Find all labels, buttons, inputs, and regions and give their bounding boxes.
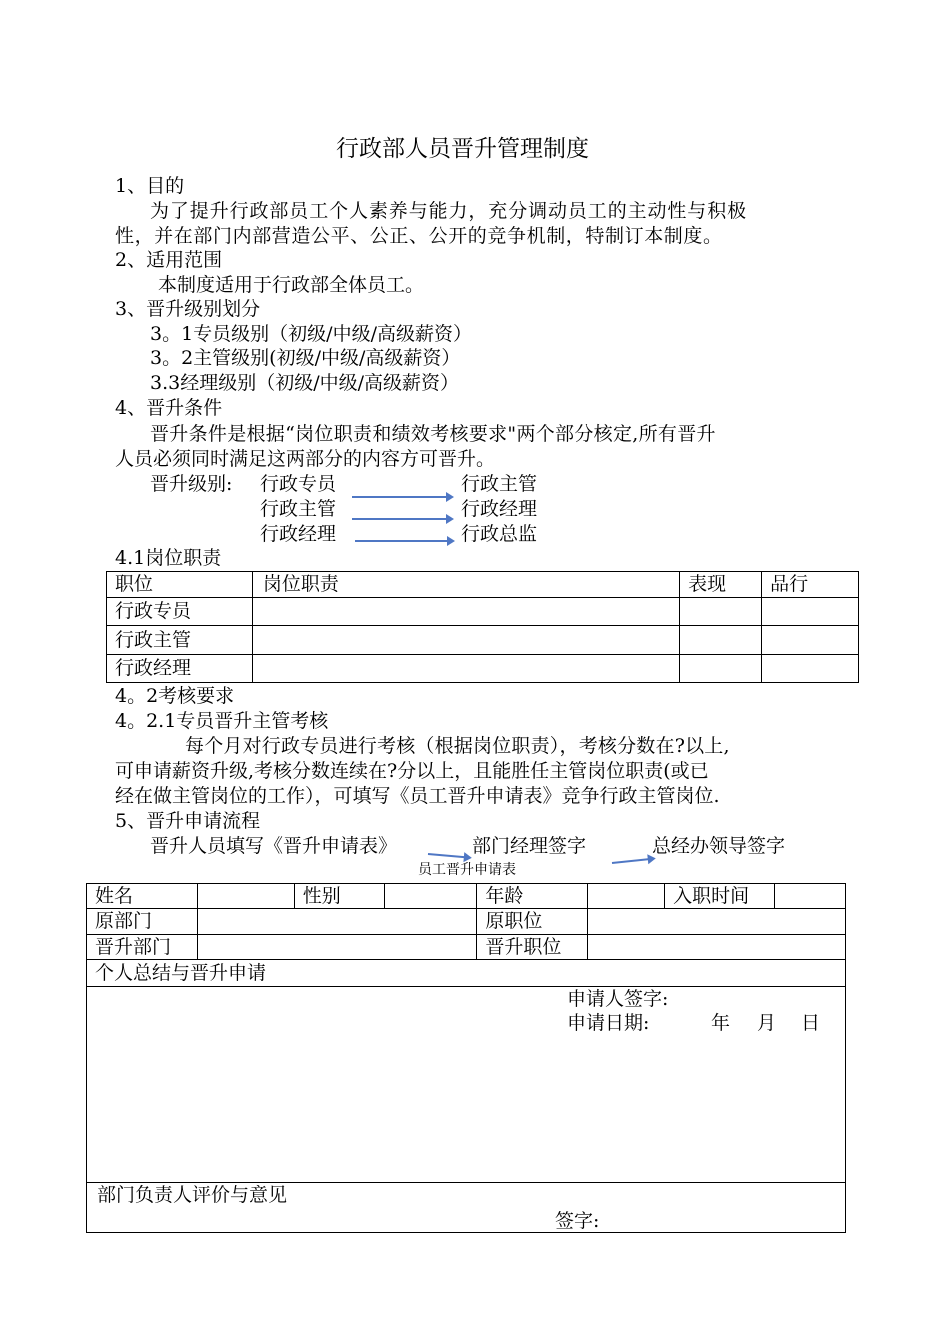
table-row bbox=[87, 1183, 846, 1233]
section-4-paragraph-line-2: 人员必须同时满足这两部分的内容方可晋升。 bbox=[115, 448, 496, 470]
process-step: 晋升人员填写《晋升申请表》 bbox=[150, 835, 398, 857]
section-4-heading: 4、晋升条件 bbox=[115, 397, 223, 419]
name-value-cell[interactable] bbox=[197, 884, 294, 909]
table-header-cell: 职位 bbox=[107, 572, 253, 598]
table-header-row bbox=[107, 572, 859, 598]
duties-heading: 4.1岗位职责 bbox=[115, 547, 222, 569]
level-from: 行政专员 bbox=[260, 473, 337, 495]
summary-label: 个人总结与晋升申请 bbox=[87, 960, 846, 987]
gender-value-cell[interactable] bbox=[384, 884, 477, 909]
table-cell bbox=[252, 626, 679, 655]
table-cell bbox=[680, 626, 762, 655]
promo-pos-label: 晋升职位 bbox=[477, 935, 588, 960]
level-from: 行政主管 bbox=[260, 498, 337, 520]
orig-pos-value-cell[interactable] bbox=[588, 909, 846, 935]
exam-paragraph-line-1: 每个月对行政专员进行考核（根据岗位职责），考核分数在?以上, bbox=[185, 735, 730, 757]
form-caption: 员工晋升申请表 bbox=[418, 862, 516, 878]
promo-pos-value-cell[interactable] bbox=[588, 935, 846, 960]
page-title: 行政部人员晋升管理制度 bbox=[336, 136, 589, 162]
arrow-right-icon bbox=[612, 858, 654, 864]
arrow-right-icon bbox=[428, 853, 470, 859]
duties-table bbox=[106, 571, 859, 683]
age-value-cell[interactable] bbox=[588, 884, 665, 909]
level-to: 行政主管 bbox=[461, 473, 538, 495]
table-cell bbox=[762, 626, 859, 655]
dept-head-area[interactable] bbox=[87, 1183, 846, 1233]
level-to: 行政总监 bbox=[461, 523, 538, 545]
join-date-value-cell[interactable] bbox=[775, 884, 846, 909]
promo-dept-value-cell[interactable] bbox=[197, 935, 476, 960]
level-from: 行政经理 bbox=[260, 523, 337, 545]
table-cell: 行政经理 bbox=[107, 655, 253, 683]
join-date-label: 入职时间 bbox=[665, 884, 775, 909]
month-label: 月 bbox=[757, 1012, 777, 1034]
apply-date-label: 申请日期: bbox=[567, 1012, 650, 1034]
signature-label: 签字: bbox=[555, 1210, 600, 1232]
table-row bbox=[107, 655, 859, 683]
level-to: 行政经理 bbox=[461, 498, 538, 520]
section-5-heading: 5、晋升申请流程 bbox=[115, 810, 261, 832]
table-cell: 行政专员 bbox=[107, 598, 253, 626]
table-row bbox=[107, 626, 859, 655]
promo-dept-label: 晋升部门 bbox=[87, 935, 198, 960]
year-label: 年 bbox=[711, 1012, 731, 1034]
applicant-signature-label: 申请人签字: bbox=[567, 988, 669, 1010]
application-form-table bbox=[86, 883, 846, 1233]
table-row bbox=[107, 598, 859, 626]
name-label: 姓名 bbox=[87, 884, 198, 909]
arrow-right-icon bbox=[352, 518, 452, 520]
orig-dept-value-cell[interactable] bbox=[197, 909, 476, 935]
table-cell bbox=[252, 655, 679, 683]
arrow-right-icon bbox=[352, 496, 452, 498]
dept-head-label: 部门负责人评价与意见 bbox=[97, 1184, 288, 1206]
table-row bbox=[87, 987, 846, 1183]
process-step: 总经办领导签字 bbox=[652, 835, 786, 857]
table-row bbox=[87, 935, 846, 960]
exam-subheading: 4。2.1专员晋升主管考核 bbox=[115, 710, 329, 732]
table-cell bbox=[680, 655, 762, 683]
exam-paragraph-line-3: 经在做主管岗位的工作），可填写《员工晋升申请表》竞争行政主管岗位. bbox=[115, 785, 720, 807]
table-cell bbox=[680, 598, 762, 626]
table-header-cell: 表现 bbox=[680, 572, 762, 598]
table-row bbox=[87, 909, 846, 935]
table-cell: 行政主管 bbox=[107, 626, 253, 655]
section-3-heading: 3、晋升级别划分 bbox=[115, 298, 261, 320]
table-cell bbox=[252, 598, 679, 626]
levels-label: 晋升级别: bbox=[150, 473, 233, 495]
orig-pos-label: 原职位 bbox=[477, 909, 588, 935]
table-row bbox=[87, 960, 846, 987]
exam-heading: 4。2考核要求 bbox=[115, 685, 235, 707]
age-label: 年龄 bbox=[477, 884, 588, 909]
table-cell bbox=[762, 655, 859, 683]
level-item: 3。2主管级别(初级/中级/高级薪资） bbox=[150, 347, 461, 369]
table-header-cell: 品行 bbox=[762, 572, 859, 598]
arrow-right-icon bbox=[355, 540, 453, 542]
section-1-paragraph-line-2: 性，并在部门内部营造公平、公正、公开的竞争机制，特制订本制度。 bbox=[115, 225, 723, 247]
summary-area[interactable] bbox=[87, 987, 846, 1183]
table-header-cell: 岗位职责 bbox=[252, 572, 679, 598]
section-1-heading: 1、目的 bbox=[115, 175, 185, 197]
gender-label: 性别 bbox=[294, 884, 384, 909]
level-item: 3.3经理级别（初级/中级/高级薪资） bbox=[150, 372, 460, 394]
process-step: 部门经理签字 bbox=[472, 835, 587, 857]
section-4-paragraph-line-1: 晋升条件是根据“岗位职责和绩效考核要求"两个部分核定,所有晋升 bbox=[150, 423, 716, 445]
section-2-heading: 2、适用范围 bbox=[115, 249, 223, 271]
section-1-paragraph-line-1: 为了提升行政部员工个人素养与能力，充分调动员工的主动性与积极 bbox=[150, 200, 748, 222]
section-2-paragraph: 本制度适用于行政部全体员工。 bbox=[158, 274, 425, 296]
orig-dept-label: 原部门 bbox=[87, 909, 198, 935]
table-row bbox=[87, 884, 846, 909]
level-item: 3。1专员级别（初级/中级/高级薪资） bbox=[150, 323, 472, 345]
table-cell bbox=[762, 598, 859, 626]
day-label: 日 bbox=[801, 1012, 821, 1034]
exam-paragraph-line-2: 可申请薪资升级,考核分数连续在?分以上，且能胜任主管岗位职责(或已 bbox=[115, 760, 709, 782]
